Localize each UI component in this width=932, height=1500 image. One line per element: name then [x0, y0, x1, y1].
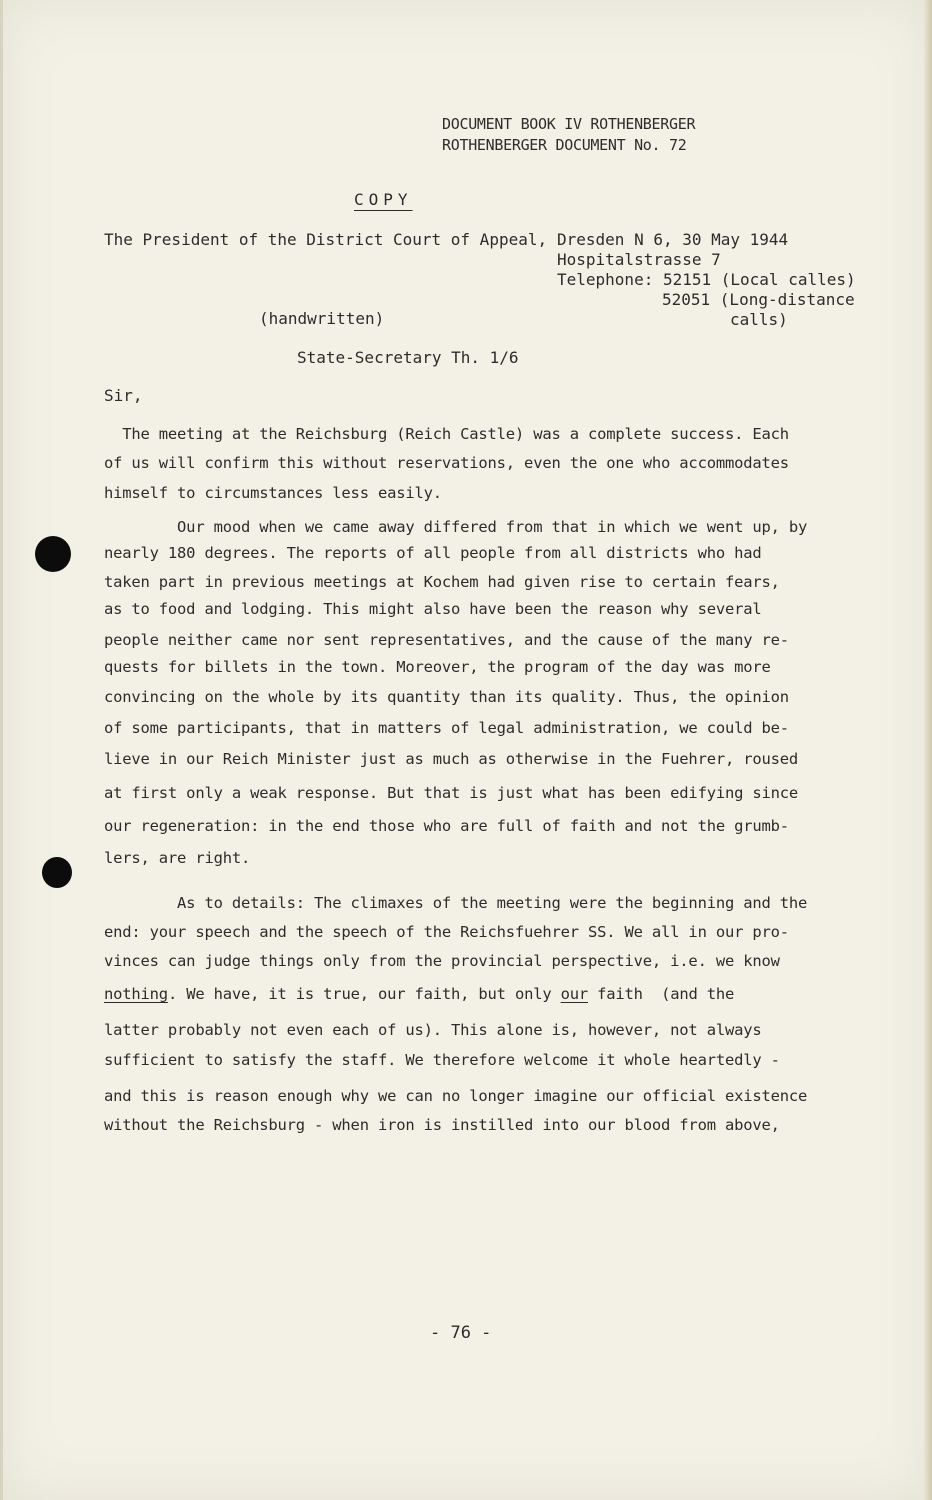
- sender-title: The President of the District Court of Appeal,: [104, 230, 548, 249]
- address-telephone-long-1: 52051 (Long-distance: [662, 290, 855, 309]
- body-line: and this is reason enough why we can no longer imagine our official existence: [104, 1087, 808, 1105]
- body-line: of some participants, that in matters of legal administration, we could be-: [104, 719, 789, 737]
- line-segment: . We have, it is true, our faith, but only: [167, 985, 561, 1003]
- sender-address: [557, 230, 856, 330]
- body-line: sufficient to satisfy the staff. We therefore welcome it whole heartedly -: [104, 1051, 780, 1069]
- header-line-1: DOCUMENT BOOK IV ROTHENBERGER: [442, 115, 696, 133]
- handwritten-note: (handwritten): [259, 309, 385, 328]
- line-segment: faith (and the: [588, 985, 735, 1003]
- body-line: our regeneration: in the end those who are full of faith and not the grumb-: [104, 817, 789, 835]
- document-header: [442, 114, 695, 156]
- body-line: himself to circumstances less easily.: [104, 484, 442, 502]
- emphasis-nothing: nothing: [104, 985, 168, 1003]
- body-line-with-emphasis: [104, 985, 734, 1003]
- body-line: without the Reichsburg - when iron is instilled into our blood from above,: [104, 1116, 780, 1134]
- body-line: end: your speech and the speech of the Reichsfuehrer SS. We all in our pro-: [104, 923, 789, 941]
- body-line: nearly 180 degrees. The reports of all people from all districts who had: [104, 544, 762, 562]
- header-line-2: ROTHENBERGER DOCUMENT No. 72: [442, 136, 687, 154]
- recipient-line: State-Secretary Th. 1/6: [297, 348, 519, 367]
- body-line: of us will confirm this without reservations, even the one who accommodates: [104, 454, 789, 472]
- body-line: Our mood when we came away differed from that in which we went up, by: [104, 518, 808, 536]
- body-line: latter probably not even each of us). This alone is, however, not always: [104, 1021, 762, 1039]
- page-left-edge: [0, 0, 3, 1500]
- body-line: taken part in previous meetings at Kochem had given rise to certain fears,: [104, 573, 780, 591]
- address-street: Hospitalstrasse 7: [557, 250, 721, 269]
- body-line: convincing on the whole by its quantity than its quality. Thus, the opinion: [104, 688, 789, 706]
- salutation: Sir,: [104, 386, 143, 405]
- body-line: at first only a weak response. But that is just what has been edifying since: [104, 784, 799, 802]
- body-line: lers, are right.: [104, 849, 251, 867]
- address-telephone-local: Telephone: 52151 (Local calles): [557, 270, 856, 289]
- page-number: - 76 -: [430, 1323, 492, 1343]
- punch-hole: [35, 536, 71, 572]
- body-line: vinces can judge things only from the provincial perspective, i.e. we know: [104, 952, 780, 970]
- punch-hole: [42, 857, 72, 888]
- copy-label: COPY: [354, 190, 413, 209]
- body-line: as to food and lodging. This might also have been the reason why several: [104, 600, 762, 618]
- emphasis-our: our: [560, 985, 589, 1003]
- body-line: quests for billets in the town. Moreover, the program of the day was more: [104, 658, 771, 676]
- address-city-date: Dresden N 6, 30 May 1944: [557, 230, 789, 249]
- address-telephone-long-2: calls): [730, 310, 788, 329]
- body-line: The meeting at the Reichsburg (Reich Castle) was a complete success. Each: [104, 425, 789, 443]
- body-line: people neither came nor sent representatives, and the cause of the many re-: [104, 631, 789, 649]
- body-line: As to details: The climaxes of the meeting were the beginning and the: [104, 894, 808, 912]
- body-line: lieve in our Reich Minister just as much as otherwise in the Fuehrer, roused: [104, 750, 799, 768]
- page-right-edge: [924, 0, 932, 1500]
